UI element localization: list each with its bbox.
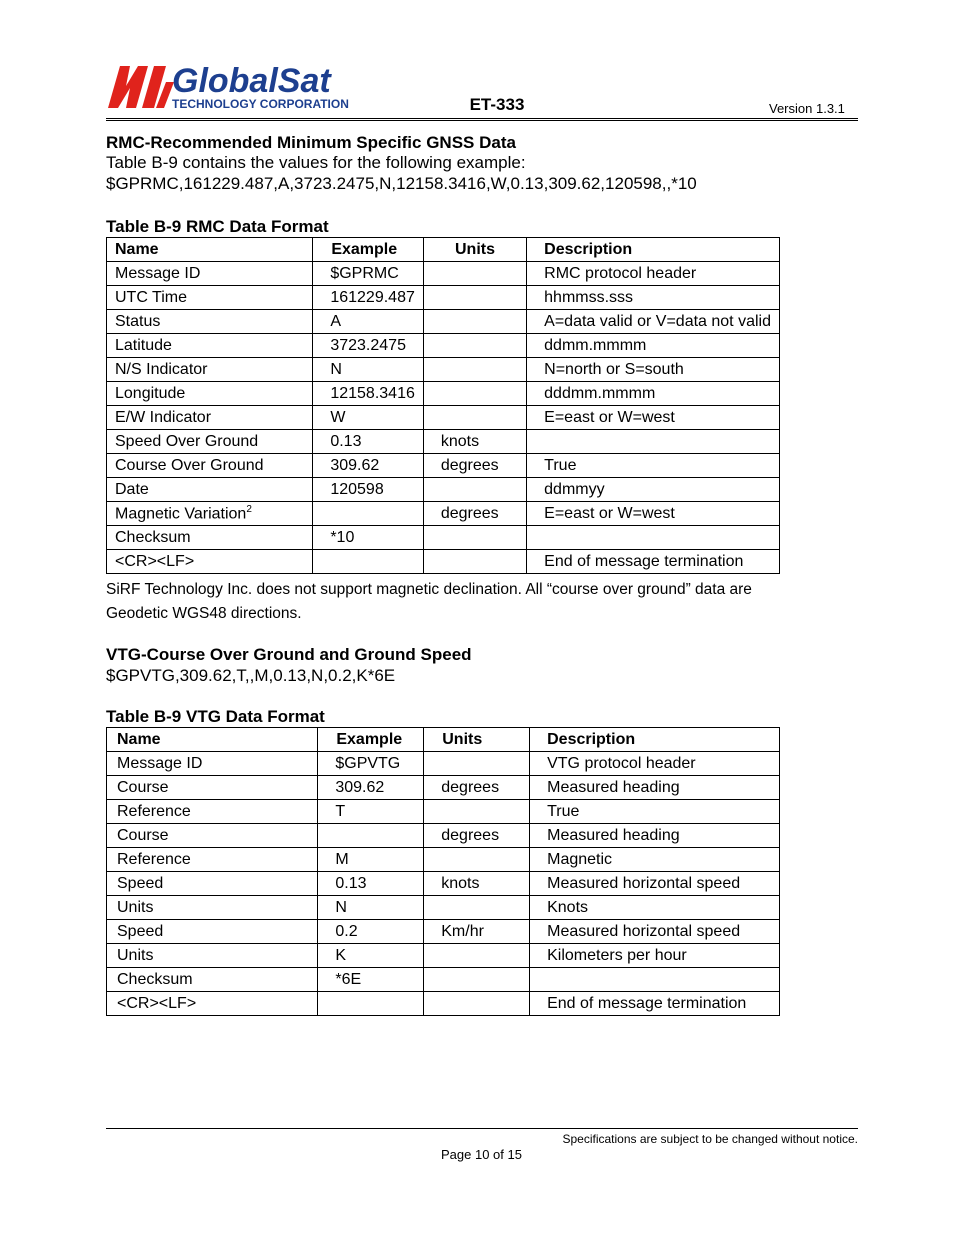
table-cell [318,824,424,848]
table-cell [107,262,313,286]
table-cell [530,968,780,992]
table-cell [107,526,313,550]
table-cell [424,920,530,944]
table-cell [423,478,526,502]
table-cell [318,896,424,920]
cell-text: N=north or S=south [544,360,684,378]
table-cell [527,526,780,550]
cell-text: Checksum [117,970,193,988]
table-cell [313,526,424,550]
table-cell [424,848,530,872]
table-row [107,310,780,334]
cell-text: End of message termination [547,994,747,1012]
cell-text: Measured horizontal speed [547,922,741,940]
table-row [107,526,780,550]
cell-text: Message ID [115,264,201,282]
cell-text: Speed [117,874,164,892]
cell-text: Status [115,312,161,330]
table-cell [107,776,318,800]
table-row [107,502,780,526]
cell-text: Units [117,898,154,916]
table-row [107,944,780,968]
cell-text: Date [115,480,149,498]
footer-rule [106,1128,858,1129]
cell-text: A=data valid or V=data not valid [544,312,771,330]
table-cell [313,382,424,406]
table-cell [318,872,424,896]
cell-text: 309.62 [335,778,385,796]
table-row [107,920,780,944]
cell-text: Kilometers per hour [547,946,687,964]
cell-text: N [335,898,347,916]
table-cell [423,358,526,382]
table-cell [107,502,313,526]
table-row [107,550,780,574]
cell-text: Reference [117,802,191,820]
table-cell [313,454,424,478]
table-cell [530,896,780,920]
table-row [107,286,780,310]
cell-text: A [330,312,341,330]
table-cell [424,944,530,968]
cell-text: $GPRMC [330,264,399,282]
cell-text: True [544,456,577,474]
cell-text: degrees [441,778,500,796]
cell-text: Checksum [115,528,191,546]
rmc-table-title: Table B-9 RMC Data Format [106,217,329,236]
cell-text: knots [441,874,480,892]
table-cell [423,454,526,478]
table-cell [423,262,526,286]
table-cell [313,430,424,454]
col-units: Units [424,728,530,752]
cell-text: M [335,850,349,868]
table-row [107,824,780,848]
cell-text: E/W Indicator [115,408,212,426]
table-cell [313,406,424,430]
table-row [107,478,780,502]
cell-text: Knots [547,898,589,916]
table-cell [107,550,313,574]
cell-text: True [547,802,580,820]
table-row [107,430,780,454]
table-cell [424,968,530,992]
table-cell [530,872,780,896]
vtg-example: $GPVTG,309.62,T,,M,0.13,N,0.2,K*6E [106,666,396,685]
table-row [107,848,780,872]
table-cell [107,920,318,944]
cell-text: 120598 [330,480,384,498]
table-cell [527,502,780,526]
table-cell [318,968,424,992]
table-cell [424,776,530,800]
cell-text: E=east or W=west [544,408,675,426]
cell-text: Course [117,778,169,796]
table-cell [530,848,780,872]
table-cell [527,478,780,502]
col-name: Name [107,728,318,752]
table-cell [527,430,780,454]
cell-text: Magnetic Variation [115,505,247,523]
table-cell [107,896,318,920]
vtg-heading: VTG-Course Over Ground and Ground Speed [106,645,472,664]
cell-text: Measured heading [547,778,680,796]
globalsat-logo [106,62,356,112]
cell-text: *10 [330,528,355,546]
table-cell [318,992,424,1016]
table-cell [527,550,780,574]
table-cell [107,454,313,478]
table-cell [423,430,526,454]
footer-disclaimer: Specifications are subject to be changed without notice. [562,1132,858,1146]
table-cell [107,752,318,776]
cell-text: <CR><LF> [115,552,195,570]
cell-text: Units [117,946,154,964]
table-row [107,968,780,992]
table-cell [423,286,526,310]
cell-text: $GPVTG [335,754,401,772]
cell-text: 0.13 [335,874,367,892]
table-cell [423,526,526,550]
cell-text: Magnetic [547,850,613,868]
table-cell [530,944,780,968]
cell-text: Latitude [115,336,172,354]
footnote-marker: 2 [246,503,252,515]
col-description: Description [530,728,780,752]
table-row [107,872,780,896]
cell-text: Speed [117,922,164,940]
table-row [107,334,780,358]
cell-text: ddmmyy [544,480,605,498]
table-cell [527,454,780,478]
table-cell [313,502,424,526]
table-cell [530,920,780,944]
cell-text: ddmm.mmmm [544,336,647,354]
cell-text: Km/hr [441,922,484,940]
table-cell [424,896,530,920]
table-cell [107,358,313,382]
header-rule [106,118,858,121]
table-cell [530,800,780,824]
cell-text: UTC Time [115,288,187,306]
doc-title: ET-333 [469,95,525,114]
rmc-example: $GPRMC,161229.487,A,3723.2475,N,12158.3416,W,0.13,309.62,120598,,*10 [106,174,697,193]
table-cell [313,286,424,310]
cell-text: 3723.2475 [330,336,406,354]
table-cell [318,800,424,824]
col-example: Example [318,728,424,752]
cell-text: T [335,802,346,820]
cell-text: 12158.3416 [330,384,415,402]
table-cell [527,358,780,382]
cell-text: dddmm.mmmm [544,384,656,402]
cell-text: Longitude [115,384,186,402]
table-cell [107,872,318,896]
cell-text: *6E [335,970,362,988]
cell-text: hhmmss.sss [544,288,634,306]
table-cell [107,430,313,454]
table-cell [107,800,318,824]
table-cell [424,752,530,776]
table-cell [313,550,424,574]
cell-text: degrees [440,504,499,522]
cell-text: N [330,360,342,378]
cell-text: <CR><LF> [117,994,197,1012]
table-row [107,454,780,478]
table-cell [527,262,780,286]
table-cell [527,334,780,358]
cell-text: RMC protocol header [544,264,697,282]
table-cell [530,824,780,848]
table-cell [424,992,530,1016]
table-cell [107,382,313,406]
vtg-table [106,727,780,1016]
table-cell [527,286,780,310]
cell-text: Message ID [117,754,203,772]
table-cell [107,406,313,430]
table-cell [423,406,526,430]
table-cell [318,848,424,872]
logo-wordmark: GlobalSat [172,62,331,100]
table-row [107,262,780,286]
vtg-table-title: Table B-9 VTG Data Format [106,707,325,726]
table-cell [107,944,318,968]
table-cell [107,334,313,358]
table-cell [318,752,424,776]
table-cell [527,406,780,430]
table-row [107,992,780,1016]
cell-text: End of message termination [544,552,744,570]
rmc-table [106,237,780,574]
logo-subtitle: TECHNOLOGY CORPORATION [172,97,349,111]
rmc-intro: Table B-9 contains the values for the following example: [106,153,526,172]
table-cell [107,310,313,334]
table-cell [423,550,526,574]
col-units: Units [423,238,526,262]
table-cell [107,478,313,502]
cell-text: E=east or W=west [544,504,675,522]
table-cell [107,968,318,992]
table-row [107,800,780,824]
table-cell [313,310,424,334]
table-header-row [107,728,780,752]
table-cell [424,800,530,824]
version-label: Version 1.3.1 [769,101,845,116]
table-row [107,752,780,776]
table-row [107,896,780,920]
table-cell [318,920,424,944]
table-cell [107,848,318,872]
cell-text: 161229.487 [330,288,415,306]
table-header-row [107,238,780,262]
cell-text: Speed Over Ground [115,432,259,450]
table-cell [313,334,424,358]
table-cell [313,262,424,286]
table-row [107,776,780,800]
cell-text: N/S Indicator [115,360,208,378]
cell-text: 0.2 [335,922,358,940]
cell-text: 0.13 [330,432,362,450]
page-number: Page 10 of 15 [441,1147,522,1162]
table-cell [313,478,424,502]
cell-text: Course [117,826,169,844]
table-cell [527,310,780,334]
table-cell [313,358,424,382]
rmc-heading: RMC-Recommended Minimum Specific GNSS Data [106,133,516,152]
table-cell [527,382,780,406]
table-cell [423,382,526,406]
table-cell [107,286,313,310]
col-name: Name [107,238,313,262]
table-cell [318,944,424,968]
table-cell [423,334,526,358]
table-cell [424,824,530,848]
table-row [107,382,780,406]
table-cell [107,824,318,848]
table-cell [530,752,780,776]
cell-text: knots [440,432,480,450]
cell-text: Course Over Ground [115,456,264,474]
rmc-note: SiRF Technology Inc. does not support magnetic declination. All “course over ground” data are Geodetic WGS48 directions. [106,581,752,622]
cell-text: degrees [441,826,500,844]
table-row [107,358,780,382]
table-cell [424,872,530,896]
table-cell [107,992,318,1016]
cell-text: W [330,408,346,426]
col-example: Example [313,238,424,262]
cell-text: Reference [117,850,191,868]
table-cell [530,776,780,800]
cell-text: Measured horizontal speed [547,874,741,892]
cell-text: K [335,946,347,964]
table-cell [530,992,780,1016]
col-description: Description [527,238,780,262]
table-cell [423,310,526,334]
cell-text: 309.62 [330,456,380,474]
cell-text: degrees [440,456,499,474]
table-cell [318,776,424,800]
cell-text: Measured heading [547,826,680,844]
table-cell [423,502,526,526]
table-row [107,406,780,430]
cell-text: VTG protocol header [547,754,696,772]
